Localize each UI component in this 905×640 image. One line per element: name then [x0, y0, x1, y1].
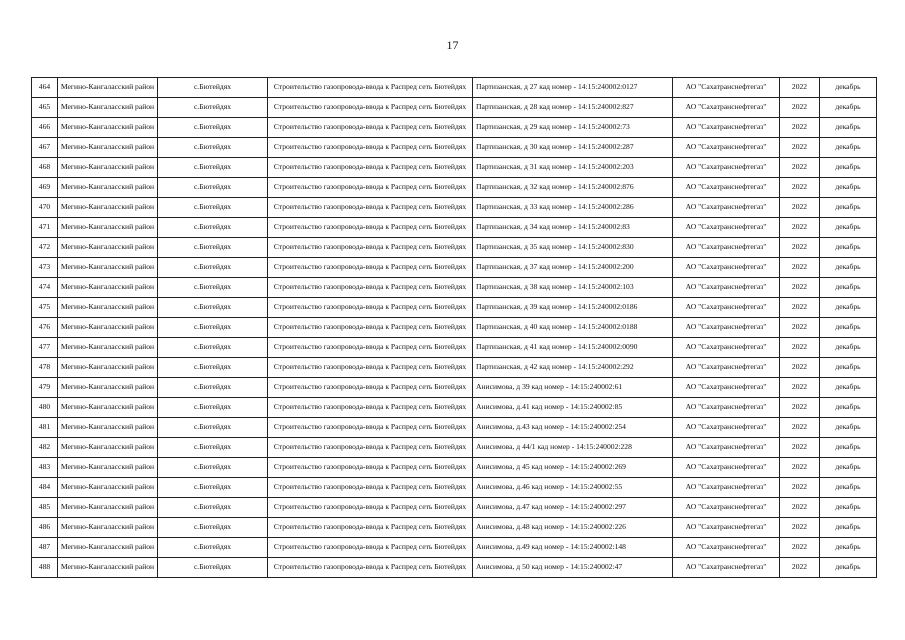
district-cell: Мегино-Кангаласский район — [58, 318, 158, 338]
organization-cell: АО "Сахатранснефтегаз" — [673, 518, 780, 538]
year-cell: 2022 — [780, 158, 820, 178]
work-description-cell: Строительство газопровода-ввода к Распред сеть Бютейдях — [268, 118, 473, 138]
village-cell: с.Бютейдях — [158, 98, 268, 118]
address-cell: Партизанская, д 35 кад номер - 14:15:240002:830 — [473, 238, 673, 258]
work-description-cell: Строительство газопровода-ввода к Распред сеть Бютейдях — [268, 538, 473, 558]
district-cell: Мегино-Кангаласский район — [58, 398, 158, 418]
year-cell: 2022 — [780, 558, 820, 578]
address-cell: Партизанская, д 38 кад номер - 14:15:240002:103 — [473, 278, 673, 298]
district-cell: Мегино-Кангаласский район — [58, 158, 158, 178]
village-cell: с.Бютейдях — [158, 118, 268, 138]
month-cell: декабрь — [820, 198, 877, 218]
month-cell: декабрь — [820, 218, 877, 238]
address-cell: Партизанская, д 32 кад номер - 14:15:240002:876 — [473, 178, 673, 198]
address-cell: Партизанская, д 41 кад номер - 14:15:240002:0090 — [473, 338, 673, 358]
work-description-cell: Строительство газопровода-ввода к Распред сеть Бютейдях — [268, 478, 473, 498]
table-row — [32, 158, 877, 178]
row-number: 479 — [32, 378, 58, 398]
row-number: 486 — [32, 518, 58, 538]
address-cell: Анисимова, д.43 кад номер - 14:15:240002:254 — [473, 418, 673, 438]
village-cell: с.Бютейдях — [158, 438, 268, 458]
district-cell: Мегино-Кангаласский район — [58, 378, 158, 398]
table-row — [32, 558, 877, 578]
table-row — [32, 98, 877, 118]
work-description-cell: Строительство газопровода-ввода к Распред сеть Бютейдях — [268, 158, 473, 178]
district-cell: Мегино-Кангаласский район — [58, 278, 158, 298]
row-number: 476 — [32, 318, 58, 338]
district-cell: Мегино-Кангаласский район — [58, 138, 158, 158]
organization-cell: АО "Сахатранснефтегаз" — [673, 198, 780, 218]
district-cell: Мегино-Кангаласский район — [58, 538, 158, 558]
table-row — [32, 378, 877, 398]
work-description-cell: Строительство газопровода-ввода к Распред сеть Бютейдях — [268, 298, 473, 318]
row-number: 468 — [32, 158, 58, 178]
organization-cell: АО "Сахатранснефтегаз" — [673, 478, 780, 498]
organization-cell: АО "Сахатранснефтегаз" — [673, 278, 780, 298]
organization-cell: АО "Сахатранснефтегаз" — [673, 538, 780, 558]
work-description-cell: Строительство газопровода-ввода к Распред сеть Бютейдях — [268, 498, 473, 518]
work-description-cell: Строительство газопровода-ввода к Распред сеть Бютейдях — [268, 278, 473, 298]
organization-cell: АО "Сахатранснефтегаз" — [673, 458, 780, 478]
row-number: 477 — [32, 338, 58, 358]
year-cell: 2022 — [780, 298, 820, 318]
address-cell: Партизанская, д 33 кад номер - 14:15:240002:286 — [473, 198, 673, 218]
district-cell: Мегино-Кангаласский район — [58, 258, 158, 278]
address-cell: Партизанская, д 29 кад номер - 14:15:240002:73 — [473, 118, 673, 138]
village-cell: с.Бютейдях — [158, 458, 268, 478]
district-cell: Мегино-Кангаласский район — [58, 358, 158, 378]
row-number: 467 — [32, 138, 58, 158]
year-cell: 2022 — [780, 118, 820, 138]
row-number: 471 — [32, 218, 58, 238]
organization-cell: АО "Сахатранснефтегаз" — [673, 558, 780, 578]
village-cell: с.Бютейдях — [158, 378, 268, 398]
year-cell: 2022 — [780, 498, 820, 518]
address-cell: Анисимова, д.41 кад номер - 14:15:240002:85 — [473, 398, 673, 418]
table-row — [32, 298, 877, 318]
district-cell: Мегино-Кангаласский район — [58, 198, 158, 218]
village-cell: с.Бютейдях — [158, 318, 268, 338]
village-cell: с.Бютейдях — [158, 478, 268, 498]
year-cell: 2022 — [780, 278, 820, 298]
year-cell: 2022 — [780, 238, 820, 258]
month-cell: декабрь — [820, 478, 877, 498]
year-cell: 2022 — [780, 438, 820, 458]
row-number: 487 — [32, 538, 58, 558]
village-cell: с.Бютейдях — [158, 258, 268, 278]
organization-cell: АО "Сахатранснефтегаз" — [673, 118, 780, 138]
row-number: 473 — [32, 258, 58, 278]
address-cell: Анисимова, д 45 кад номер - 14:15:240002:269 — [473, 458, 673, 478]
table-row — [32, 238, 877, 258]
village-cell: с.Бютейдях — [158, 78, 268, 98]
row-number: 483 — [32, 458, 58, 478]
row-number: 465 — [32, 98, 58, 118]
row-number: 485 — [32, 498, 58, 518]
table-row — [32, 438, 877, 458]
month-cell: декабрь — [820, 78, 877, 98]
organization-cell: АО "Сахатранснефтегаз" — [673, 298, 780, 318]
year-cell: 2022 — [780, 138, 820, 158]
month-cell: декабрь — [820, 178, 877, 198]
village-cell: с.Бютейдях — [158, 178, 268, 198]
year-cell: 2022 — [780, 458, 820, 478]
month-cell: декабрь — [820, 358, 877, 378]
table-row — [32, 118, 877, 138]
table-row — [32, 138, 877, 158]
month-cell: декабрь — [820, 438, 877, 458]
address-cell: Анисимова, д 50 кад номер - 14:15:240002:47 — [473, 558, 673, 578]
organization-cell: АО "Сахатранснефтегаз" — [673, 178, 780, 198]
month-cell: декабрь — [820, 338, 877, 358]
district-cell: Мегино-Кангаласский район — [58, 78, 158, 98]
work-description-cell: Строительство газопровода-ввода к Распред сеть Бютейдях — [268, 238, 473, 258]
organization-cell: АО "Сахатранснефтегаз" — [673, 398, 780, 418]
month-cell: декабрь — [820, 498, 877, 518]
village-cell: с.Бютейдях — [158, 538, 268, 558]
work-description-cell: Строительство газопровода-ввода к Распред сеть Бютейдях — [268, 138, 473, 158]
work-description-cell: Строительство газопровода-ввода к Распред сеть Бютейдях — [268, 518, 473, 538]
year-cell: 2022 — [780, 318, 820, 338]
row-number: 482 — [32, 438, 58, 458]
row-number: 478 — [32, 358, 58, 378]
organization-cell: АО "Сахатранснефтегаз" — [673, 498, 780, 518]
month-cell: декабрь — [820, 518, 877, 538]
district-cell: Мегино-Кангаласский район — [58, 498, 158, 518]
year-cell: 2022 — [780, 178, 820, 198]
table-row — [32, 538, 877, 558]
work-description-cell: Строительство газопровода-ввода к Распред сеть Бютейдях — [268, 98, 473, 118]
address-cell: Партизанская, д 40 кад номер - 14:15:240002:0188 — [473, 318, 673, 338]
district-cell: Мегино-Кангаласский район — [58, 558, 158, 578]
address-cell: Анисимова, д.48 кад номер - 14:15:240002:226 — [473, 518, 673, 538]
district-cell: Мегино-Кангаласский район — [58, 458, 158, 478]
month-cell: декабрь — [820, 458, 877, 478]
village-cell: с.Бютейдях — [158, 498, 268, 518]
year-cell: 2022 — [780, 338, 820, 358]
month-cell: декабрь — [820, 278, 877, 298]
village-cell: с.Бютейдях — [158, 518, 268, 538]
month-cell: декабрь — [820, 558, 877, 578]
month-cell: декабрь — [820, 398, 877, 418]
organization-cell: АО "Сахатранснефтегаз" — [673, 378, 780, 398]
month-cell: декабрь — [820, 298, 877, 318]
work-description-cell: Строительство газопровода-ввода к Распред сеть Бютейдях — [268, 398, 473, 418]
village-cell: с.Бютейдях — [158, 218, 268, 238]
page-number: 17 — [446, 38, 459, 52]
row-number: 464 — [32, 78, 58, 98]
row-number: 488 — [32, 558, 58, 578]
district-cell: Мегино-Кангаласский район — [58, 98, 158, 118]
district-cell: Мегино-Кангаласский район — [58, 238, 158, 258]
row-number: 472 — [32, 238, 58, 258]
work-description-cell: Строительство газопровода-ввода к Распред сеть Бютейдях — [268, 78, 473, 98]
address-cell: Партизанская, д 34 кад номер - 14:15:240002:83 — [473, 218, 673, 238]
village-cell: с.Бютейдях — [158, 158, 268, 178]
table-row — [32, 498, 877, 518]
address-cell: Партизанская, д 28 кад номер - 14:15:240002:827 — [473, 98, 673, 118]
village-cell: с.Бютейдях — [158, 558, 268, 578]
year-cell: 2022 — [780, 218, 820, 238]
table-row — [32, 478, 877, 498]
work-description-cell: Строительство газопровода-ввода к Распред сеть Бютейдях — [268, 338, 473, 358]
organization-cell: АО "Сахатранснефтегаз" — [673, 98, 780, 118]
month-cell: декабрь — [820, 538, 877, 558]
district-cell: Мегино-Кангаласский район — [58, 118, 158, 138]
district-cell: Мегино-Кангаласский район — [58, 178, 158, 198]
row-number: 474 — [32, 278, 58, 298]
month-cell: декабрь — [820, 158, 877, 178]
organization-cell: АО "Сахатранснефтегаз" — [673, 438, 780, 458]
work-description-cell: Строительство газопровода-ввода к Распред сеть Бютейдях — [268, 198, 473, 218]
year-cell: 2022 — [780, 98, 820, 118]
row-number: 481 — [32, 418, 58, 438]
district-cell: Мегино-Кангаласский район — [58, 438, 158, 458]
village-cell: с.Бютейдях — [158, 138, 268, 158]
address-cell: Анисимова, д 44/1 кад номер - 14:15:240002:228 — [473, 438, 673, 458]
village-cell: с.Бютейдях — [158, 398, 268, 418]
address-cell: Партизанская, д 30 кад номер - 14:15:240002:287 — [473, 138, 673, 158]
organization-cell: АО "Сахатранснефтегаз" — [673, 218, 780, 238]
table-row — [32, 78, 877, 98]
table-row — [32, 358, 877, 378]
row-number: 469 — [32, 178, 58, 198]
month-cell: декабрь — [820, 378, 877, 398]
month-cell: декабрь — [820, 138, 877, 158]
table-row — [32, 338, 877, 358]
address-cell: Партизанская, д 37 кад номер - 14:15:240002:200 — [473, 258, 673, 278]
year-cell: 2022 — [780, 378, 820, 398]
row-number: 470 — [32, 198, 58, 218]
address-cell: Анисимова, д 39 кад номер - 14:15:240002:61 — [473, 378, 673, 398]
year-cell: 2022 — [780, 478, 820, 498]
organization-cell: АО "Сахатранснефтегаз" — [673, 358, 780, 378]
work-description-cell: Строительство газопровода-ввода к Распред сеть Бютейдях — [268, 178, 473, 198]
table-row — [32, 258, 877, 278]
district-cell: Мегино-Кангаласский район — [58, 478, 158, 498]
table-row — [32, 198, 877, 218]
month-cell: декабрь — [820, 258, 877, 278]
organization-cell: АО "Сахатранснефтегаз" — [673, 238, 780, 258]
table-row — [32, 418, 877, 438]
district-cell: Мегино-Кангаласский район — [58, 518, 158, 538]
work-description-cell: Строительство газопровода-ввода к Распред сеть Бютейдях — [268, 318, 473, 338]
row-number: 480 — [32, 398, 58, 418]
organization-cell: АО "Сахатранснефтегаз" — [673, 158, 780, 178]
address-cell: Партизанская, д 42 кад номер - 14:15:240002:292 — [473, 358, 673, 378]
address-cell: Партизанская, д 27 кад номер - 14:15:240002:0127 — [473, 78, 673, 98]
row-number: 466 — [32, 118, 58, 138]
work-description-cell: Строительство газопровода-ввода к Распред сеть Бютейдях — [268, 558, 473, 578]
district-cell: Мегино-Кангаласский район — [58, 418, 158, 438]
district-cell: Мегино-Кангаласский район — [58, 218, 158, 238]
work-description-cell: Строительство газопровода-ввода к Распред сеть Бютейдях — [268, 258, 473, 278]
address-cell: Анисимова, д.49 кад номер - 14:15:240002:148 — [473, 538, 673, 558]
address-cell: Партизанская, д 39 кад номер - 14:15:240002:0186 — [473, 298, 673, 318]
year-cell: 2022 — [780, 78, 820, 98]
table-row — [32, 318, 877, 338]
village-cell: с.Бютейдях — [158, 358, 268, 378]
work-description-cell: Строительство газопровода-ввода к Распред сеть Бютейдях — [268, 358, 473, 378]
village-cell: с.Бютейдях — [158, 418, 268, 438]
month-cell: декабрь — [820, 418, 877, 438]
gasification-table — [31, 77, 877, 578]
table-row — [32, 458, 877, 478]
table-row — [32, 178, 877, 198]
table-row — [32, 398, 877, 418]
year-cell: 2022 — [780, 398, 820, 418]
table-row — [32, 278, 877, 298]
organization-cell: АО "Сахатранснефтегаз" — [673, 418, 780, 438]
row-number: 475 — [32, 298, 58, 318]
district-cell: Мегино-Кангаласский район — [58, 338, 158, 358]
table-row — [32, 518, 877, 538]
work-description-cell: Строительство газопровода-ввода к Распред сеть Бютейдях — [268, 218, 473, 238]
village-cell: с.Бютейдях — [158, 338, 268, 358]
address-cell: Партизанская, д 31 кад номер - 14:15:240002:203 — [473, 158, 673, 178]
organization-cell: АО "Сахатранснефтегаз" — [673, 78, 780, 98]
year-cell: 2022 — [780, 198, 820, 218]
year-cell: 2022 — [780, 418, 820, 438]
table-body — [32, 78, 877, 578]
work-description-cell: Строительство газопровода-ввода к Распред сеть Бютейдях — [268, 458, 473, 478]
district-cell: Мегино-Кангаласский район — [58, 298, 158, 318]
year-cell: 2022 — [780, 518, 820, 538]
organization-cell: АО "Сахатранснефтегаз" — [673, 138, 780, 158]
organization-cell: АО "Сахатранснефтегаз" — [673, 318, 780, 338]
address-cell: Анисимова, д.46 кад номер - 14:15:240002:55 — [473, 478, 673, 498]
village-cell: с.Бютейдях — [158, 238, 268, 258]
village-cell: с.Бютейдях — [158, 278, 268, 298]
work-description-cell: Строительство газопровода-ввода к Распред сеть Бютейдях — [268, 418, 473, 438]
organization-cell: АО "Сахатранснефтегаз" — [673, 338, 780, 358]
month-cell: декабрь — [820, 318, 877, 338]
row-number: 484 — [32, 478, 58, 498]
village-cell: с.Бютейдях — [158, 198, 268, 218]
month-cell: декабрь — [820, 238, 877, 258]
work-description-cell: Строительство газопровода-ввода к Распред сеть Бютейдях — [268, 438, 473, 458]
work-description-cell: Строительство газопровода-ввода к Распред сеть Бютейдях — [268, 378, 473, 398]
organization-cell: АО "Сахатранснефтегаз" — [673, 258, 780, 278]
table-row — [32, 218, 877, 238]
year-cell: 2022 — [780, 358, 820, 378]
month-cell: декабрь — [820, 98, 877, 118]
month-cell: декабрь — [820, 118, 877, 138]
village-cell: с.Бютейдях — [158, 298, 268, 318]
year-cell: 2022 — [780, 538, 820, 558]
address-cell: Анисимова, д.47 кад номер - 14:15:240002:297 — [473, 498, 673, 518]
year-cell: 2022 — [780, 258, 820, 278]
